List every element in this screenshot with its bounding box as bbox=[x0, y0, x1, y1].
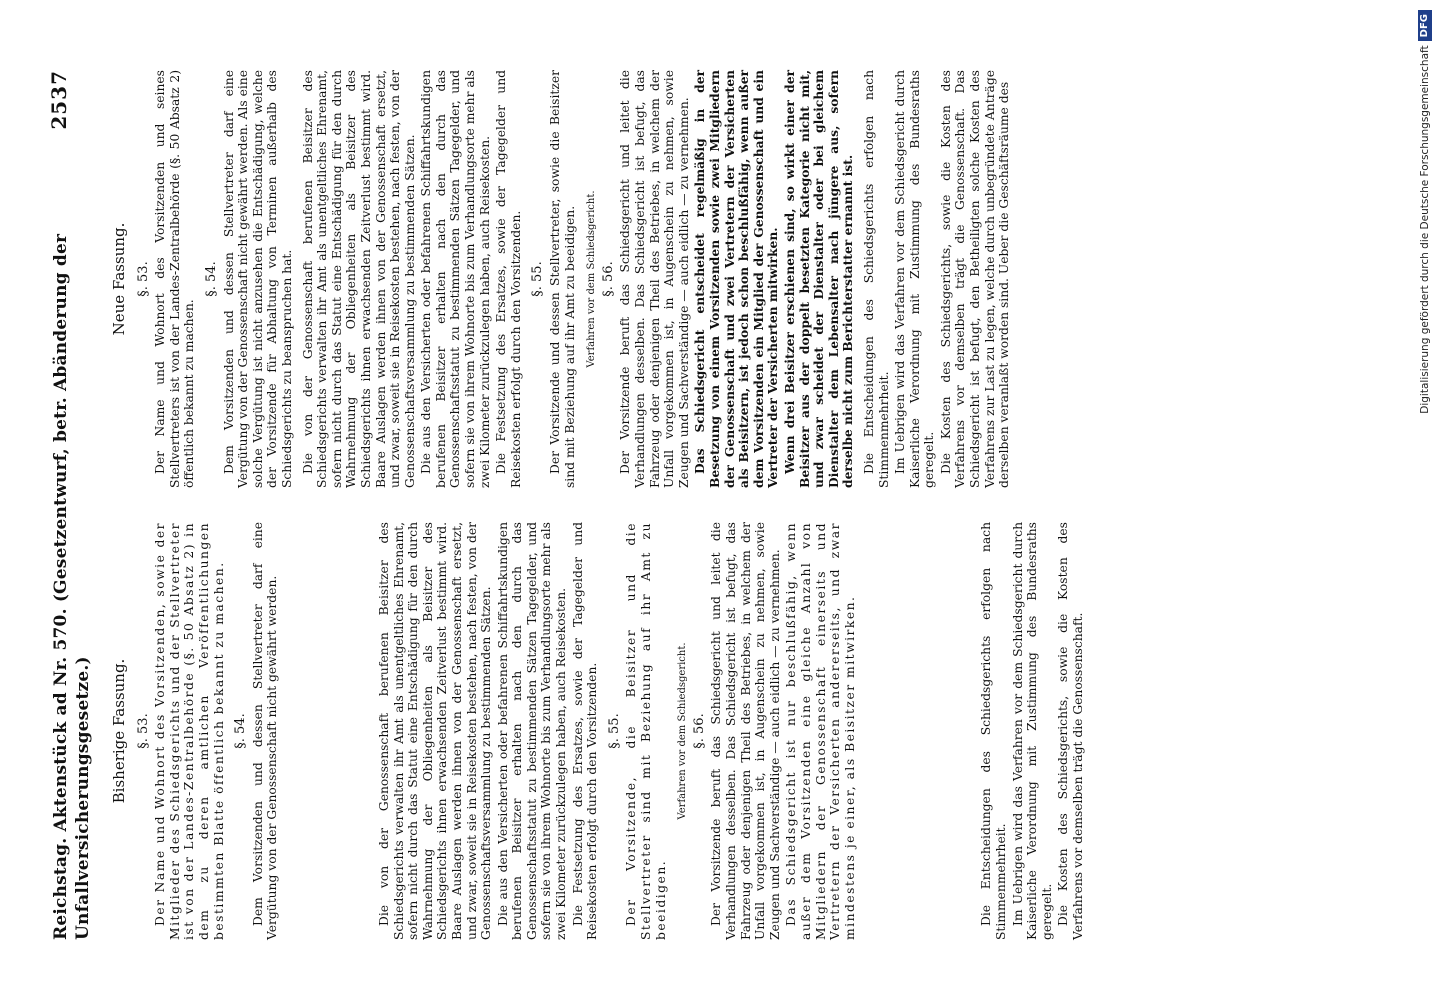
new-version-column bbox=[108, 70, 1094, 488]
section-number: §. 56. bbox=[691, 713, 707, 749]
section-spacer bbox=[282, 522, 377, 940]
page-number: 2537 bbox=[47, 70, 71, 130]
new-version-heading: Neue Fassung. bbox=[110, 222, 128, 336]
section-number: §. 56. bbox=[600, 261, 616, 297]
rotated-document-page bbox=[40, 60, 1380, 960]
dfg-logo-icon: DFG bbox=[1418, 10, 1432, 41]
section-paragraph: Der Name und Wohnort des Vorsitzenden und seines Stellvertreters ist von der Landes-Zentralbehörde (§. 50 Absatz 2) öffentlich bekannt zu machen. bbox=[153, 70, 197, 488]
section-number: §. 53. bbox=[135, 713, 151, 749]
section-paragraph: Der Vorsitzende, die Beisitzer und die Stellvertreter sind mit Beziehung auf ihr Amt zu beeidigen. bbox=[624, 522, 668, 940]
section-spacer bbox=[859, 522, 979, 940]
section-paragraph: Die Festsetzung des Ersatzes, sowie der Tagegelder und Reisekosten erfolgt durch den Vorsitzenden. bbox=[494, 70, 523, 488]
section-paragraph: Dem Vorsitzenden und dessen Stellvertreter darf eine Vergütung von der Genossenschaft nicht gewährt werden. bbox=[250, 522, 280, 940]
section-note: Verfahren vor dem Schiedsgericht. bbox=[586, 190, 598, 368]
document-title: Reichstag. Aktenstück ad Nr. 570. (Gesetzentwurf, betr. Abänderung der Unfallversicherungsgesetze.) bbox=[51, 233, 93, 940]
new-section-53 bbox=[137, 70, 197, 488]
watermark-label: Digitalisierung gefördert durch die Deutsche Forschungsgemeinschaft bbox=[1419, 45, 1431, 414]
section-paragraph: Die von der Genossenschaft berufenen Beisitzer des Schiedsgerichts verwalten ihr Amt als unentgeltliches Ehrenamt, sofern nicht durch das Statut eine Entschädigung für den durch Wahrnehmung der Obliegenheiten als Beisitzer des Schiedsgerichts ihnen erwachsenden Zeitverlust bestimmt wird. Baare Auslagen werden ihnen von der Genossenschaft ersetzt, und zwar, soweit sie in Reisekosten bestehen, nach festen, von der Genossenschaftsversammlung zu bestimmenden Sätzen. bbox=[300, 70, 417, 488]
section-paragraph: Das Schiedsgericht entscheidet regelmäßig in der Besetzung von einem Vorsitzenden sowie zwei Mitgliedern der Genossenschaft und zwei Vertretern der Versicherten als Beisitzern, ist jedoch schon beschlußfähig, wenn außer dem Vorsitzenden ein Mitglied der Genossenschaft und ein Vertreter der Versicherten mitwirken. bbox=[692, 70, 781, 488]
old-section-55 bbox=[608, 522, 668, 940]
section-number: §. 54. bbox=[233, 713, 249, 749]
section-paragraph: Im Uebrigen wird das Verfahren vor dem Schiedsgericht durch Kaiserliche Verordnung mit Zustimmung des Bundesraths geregelt. bbox=[893, 70, 937, 488]
section-paragraph: Das Schiedsgericht ist nur beschlußfähig, wenn außer dem Vorsitzenden eine gleiche Anzahl von Mitgliedern der Genossenschaft einerseits und Vertretern der Versicherten andererseits, und zwar mindestens je einer, als Beisitzer mitwirken. bbox=[784, 522, 857, 940]
section-number: §. 55. bbox=[530, 261, 546, 297]
old-section-53 bbox=[137, 522, 227, 940]
old-version-column bbox=[108, 522, 1094, 940]
section-paragraph: Im Uebrigen wird das Verfahren vor dem Schiedsgericht durch Kaiserliche Verordnung mit Zustimmung des Bundesraths geregelt. bbox=[1010, 522, 1054, 940]
section-number: §. 53. bbox=[135, 261, 151, 297]
old-version-heading: Bisherige Fassung. bbox=[110, 658, 128, 804]
new-section-56 bbox=[585, 70, 1012, 488]
digitization-watermark bbox=[1406, 0, 1434, 1000]
section-paragraph: Die aus den Versicherten oder befahrenen Schiffahrtskundigen berufenen Beisitzer erhalten nach den durch das Genossenschaftsstatut zu bestimmenden Sätzen Tagegelder, und sofern sie von ihrem Wohnorte bis zum Verhandlungsorte mehr als zwei Kilometer zurückzulegen haben, auch Reisekosten. bbox=[419, 70, 492, 488]
comparison-columns bbox=[108, 70, 1094, 940]
section-paragraph: Wenn drei Beisitzer erschienen sind, so wirkt einer der Beisitzer aus der doppelt besetzten Kategorie nicht mit, und zwar scheidet der Dienstalter oder bei gleichem Dienstalter dem Lebensalter nach jüngere aus, sofern derselbe nicht zum Berichterstatter ernannt ist. bbox=[781, 70, 856, 488]
section-number: §. 55. bbox=[606, 713, 622, 749]
section-paragraph: Die Entscheidungen des Schiedsgerichts erfolgen nach Stimmenmehrheit. bbox=[979, 522, 1008, 940]
section-paragraph: Die Kosten des Schiedsgerichts, sowie die Kosten des Verfahrens vor demselben trägt die Genossenschaft. bbox=[1056, 522, 1085, 940]
page-header bbox=[48, 70, 94, 940]
section-paragraph: Dem Vorsitzenden und dessen Stellvertreter darf eine Vergütung von der Genossenschaft nicht gewährt werden. Als eine solche Vergütung ist nicht anzusehen die Entschädigung, welche der Vorsitzende für Abhaltung von Terminen außerhalb des Schiedsgerichts zu beanspruchen hat. bbox=[221, 70, 294, 488]
section-number: §. 54. bbox=[203, 261, 219, 297]
watermark-text bbox=[1411, 0, 1434, 1000]
section-paragraph: Die Entscheidungen des Schiedsgerichts erfolgen nach Stimmenmehrheit. bbox=[861, 70, 891, 488]
section-paragraph: Der Vorsitzende beruft das Schiedsgericht und leitet die Verhandlungen desselben. Das Schiedsgericht ist befugt, das Fahrzeug oder denjenigen Theil des Betriebes, in welchem der Unfall vorgekommen ist, in Augenschein zu nehmen, sowie Zeugen und Sachverständige — auch eidlich — zu vernehmen. bbox=[618, 70, 691, 488]
section-paragraph: Der Vorsitzende beruft das Schiedsgericht und leitet die Verhandlungen desselben. Das Schiedsgericht ist befugt, das Fahrzeug oder denjenigen Theil des Betriebes, in welchem der Unfall vorgekommen ist, in Augenschein zu nehmen, sowie Zeugen und Sachverständige — auch eidlich — zu vernehmen. bbox=[709, 522, 782, 940]
old-section-54 bbox=[234, 522, 600, 940]
section-paragraph: Die aus den Versicherten oder befahrenen Schiffahrtskundigen berufenen Beisitzer erhalten nach den durch das Genossenschaftsstatut zu bestimmenden Sätzen Tagegelder, und sofern sie von ihrem Wohnorte bis zum Verhandlungsorte mehr als zwei Kilometer zurückzulegen haben, auch Reisekosten. bbox=[495, 522, 569, 940]
old-section-56 bbox=[676, 522, 1085, 940]
section-paragraph: Die von der Genossenschaft berufenen Beisitzer des Schiedsgerichts verwalten ihr Amt als unentgeltliches Ehrenamt, sofern nicht durch das Statut eine Entschädigung für den durch Wahrnehmung der Obliegenheiten als Beisitzer des Schiedsgerichts ihnen erwachsenden Zeitverlust bestimmt wird. Baare Auslagen werden ihnen von der Genossenschaft ersetzt, und zwar, soweit sie in Reisekosten bestehen, nach festen, von der Genossenschaftsversammlung zu bestimmenden Sätzen. bbox=[376, 522, 494, 940]
section-paragraph: Die Kosten des Schiedsgerichts, sowie die Kosten des Verfahrens vor demselben trägt die Genossenschaft. Das Schiedsgericht ist befugt, den Betheiligten solche Kosten des Verfahrens zur Last zu legen, welche durch unbegründete Anträge derselben veranlaßt worden sind. Ueber die Geschäftsräume des bbox=[938, 70, 1012, 488]
section-paragraph: Der Vorsitzende und dessen Stellvertreter, sowie die Beisitzer sind mit Beziehung auf ihr Amt zu beeidigen. bbox=[548, 70, 577, 488]
new-section-54 bbox=[205, 70, 523, 488]
section-note: Verfahren vor dem Schiedsgericht. bbox=[677, 642, 689, 820]
section-paragraph: Der Name und Wohnort des Vorsitzenden, sowie der Mitglieder des Schiedsgerichts und der Stellvertreter ist von der Landes-Zentralbehörde (§. 50 Absatz 2) in dem zu deren amtlichen Veröffentlichungen bestimmten Blatte öffentlich bekannt zu machen. bbox=[153, 522, 226, 940]
section-paragraph: Die Festsetzung des Ersatzes, sowie der Tagegelder und Reisekosten erfolgt durch den Vorsitzenden. bbox=[570, 522, 600, 940]
new-section-55 bbox=[531, 70, 577, 488]
